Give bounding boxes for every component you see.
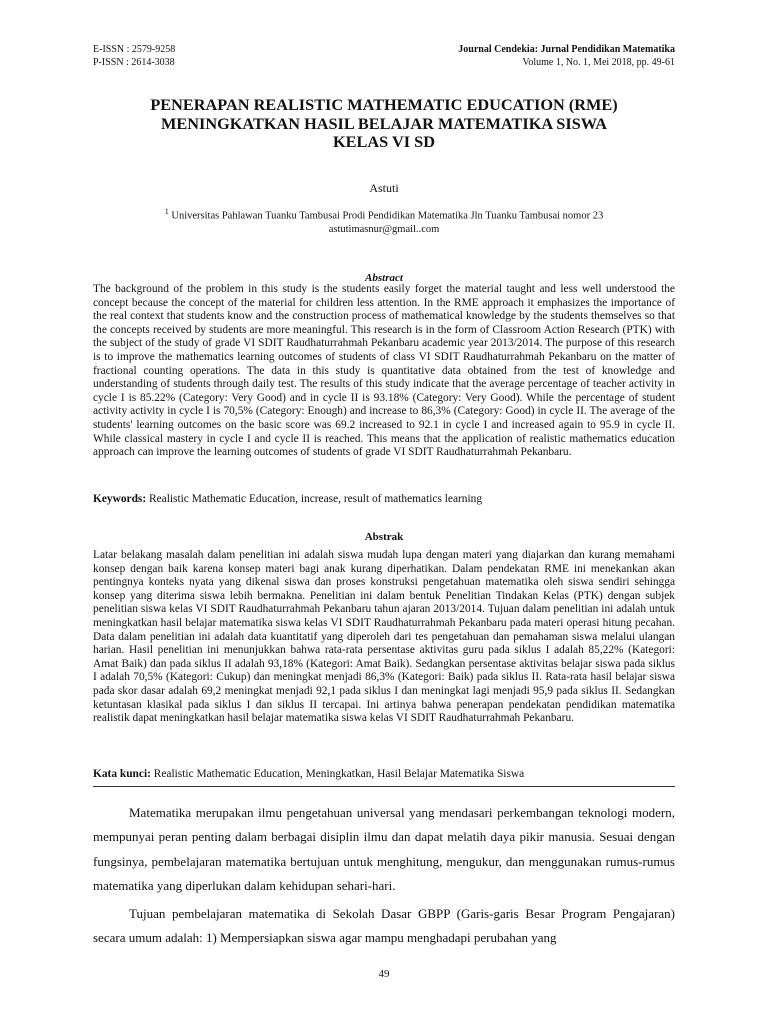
- keywords: [93, 493, 675, 505]
- kata-kunci-label: Kata kunci:: [93, 768, 151, 780]
- abstrak-heading: Abstrak: [364, 531, 404, 543]
- page-number: 49: [378, 968, 390, 980]
- journal-title: Journal Cendekia: Jurnal Pendidikan Matematika: [458, 44, 675, 55]
- abstract-body: The background of the problem in this study is the students easily forget the material taught and less well understood the concept because the concept of the material for children less attention. In the RME approach it emphasizes the importance of the real context that students know and the construction process of mathematical knowledge by the students themselves so that the concepts received by students are more meaningful. This research is in the form of Classroom Action Research (PTK) with the subject of the study of grade VI SDIT Raudhaturrahmah Pekanbaru academic year 2013/2014. The purpose of this research is to improve the mathematics learning outcomes of students of class VI SDIT Raudhaturrahmah Pekanbaru on the matter of fractional counting operations. The data in this study is quantitative data obtained from the test of knowledge and understanding of students through daily test. The results of this study indicate that the average percentage of teacher activity in cycle I is 85.22% (Category: Very Good) and in cycle II is 93.18% (Category: Very Good). While the percentage of student activity activity in cycle I is 70,5% (Category: Enough) and increase to 86,3% (Category: Good) in cycle II. The average of the students' learning outcomes on the basic score was 69.2 increased to 92.1 in cycle I and increased again to 95.9 in cycle II. While classical mastery in cycle I and cycle II is reached. This means that the application of realistic mathematics education approach can improve the learning outcomes of students of grade VI SDIT Raudhaturrahmah Pekanbaru.: [93, 283, 675, 459]
- title-line-1: PENERAPAN REALISTIC MATHEMATIC EDUCATION (RME): [150, 95, 618, 114]
- title-line-3: KELAS VI SD: [333, 132, 435, 151]
- affiliation: [93, 205, 675, 236]
- keywords-label: Keywords:: [93, 493, 147, 505]
- author-name: Astuti: [369, 181, 399, 195]
- paragraph-2: Tujuan pembelajaran matematika di Sekolah Dasar GBPP (Garis-garis Besar Program Pengajaran) secara umum adalah: 1) Mempersiapkan siswa agar mampu menghadapi perubahan yang: [93, 905, 675, 946]
- author-email: astutimasnur@gmail..com: [328, 223, 440, 235]
- section-divider: [93, 786, 675, 787]
- pissn: P-ISSN : 2614-3038: [93, 57, 175, 68]
- journal-block: [458, 43, 675, 69]
- volume-info: Volume 1, No. 1, Mei 2018, pp. 49-61: [522, 57, 675, 68]
- affiliation-text: Universitas Pahlawan Tuanku Tambusai Prodi Pendidikan Matematika Jln Tuanku Tambusai nomor 23: [168, 210, 604, 222]
- kata-kunci: [93, 768, 675, 780]
- issn-block: [93, 43, 175, 69]
- main-text: [93, 801, 675, 953]
- title-line-2: MENINGKATKAN HASIL BELAJAR MATEMATIKA SISWA: [161, 113, 607, 133]
- abstrak-body: Latar belakang masalah dalam penelitian ini adalah siswa mudah lupa dengan materi yang diajarkan dan kurang memahami konsep dengan baik karena konsep materi bagi anak kurang diperhatikan. Dalam pendekatan RME ini menekankan akan pentingnya konteks nyata yang dikenal siswa dan proses konstruksi pengetahuan matematika oleh siswa sendiri sehingga konsep yang diterima siswa lebih bermakna. Penelitian ini dalam bentuk Penelitian Tindakan Kelas (PTK) dengan subjek penelitian siswa kelas VI SDIT Raudhaturrahmah Pekanbaru tahun ajaran 2013/2014. Tujuan dalam penelitian ini adalah untuk meningkatkan hasil belajar matematika siswa kelas VI SDIT Raudhaturrahmah Pekanbaru pada materi operasi hitung pecahan. Data dalam penelitian ini adalah data kuantitatif yang diperoleh dari tes pengetahuan dan pemahaman siswa melalui ulangan harian. Hasil penelitian ini menunjukkan bahwa rata-rata persentase aktivitas guru pada siklus I adalah 85,22% (Kategori: Amat Baik) dan pada siklus II adalah 93,18% (Kategori: Amat Baik). Sedangkan persentase aktivitas belajar siswa pada siklus I adalah 70,5% (Kategori: Cukup) dan meningkat menjadi 86,3% (Kategori: Baik) pada siklus II. Rata-rata hasil belajar siswa pada skor dasar adalah 69,2 meningkat menjadi 92,1 pada siklus I dan meningkat lagi menjadi 95,9 pada siklus II. Sedangkan ketuntasan klasikal pada siklus I dan siklus II tercapai. Ini artinya bahwa penerapan pendekatan pendidikan matematika realistik dapat meningkatkan hasil belajar matematika siswa kelas VI SDIT Raudhaturrahmah Pekanbaru.: [93, 549, 675, 725]
- affiliation-marker: 1: [164, 207, 169, 216]
- paragraph-1: Matematika merupakan ilmu pengetahuan universal yang mendasari perkembangan teknologi modern, mempunyai peran penting dalam berbagai disiplin ilmu dan dapat melatih daya pikir manusia. Sesuai dengan fungsinya, pembelajaran matematika bertujuan untuk menghitung, mengukur, dan menggunakan rumus-rumus matematika yang diperlukan dalam kehidupan sehari-hari.: [93, 805, 675, 894]
- abstract-heading: Abstract: [365, 272, 403, 284]
- eissn: E-ISSN : 2579-9258: [93, 44, 176, 55]
- kata-kunci-text: Realistic Mathematic Education, Meningkatkan, Hasil Belajar Matematika Siswa: [150, 768, 525, 780]
- paper-title: [93, 96, 675, 152]
- keywords-text: Realistic Mathematic Education, increase, result of mathematics learning: [146, 493, 483, 505]
